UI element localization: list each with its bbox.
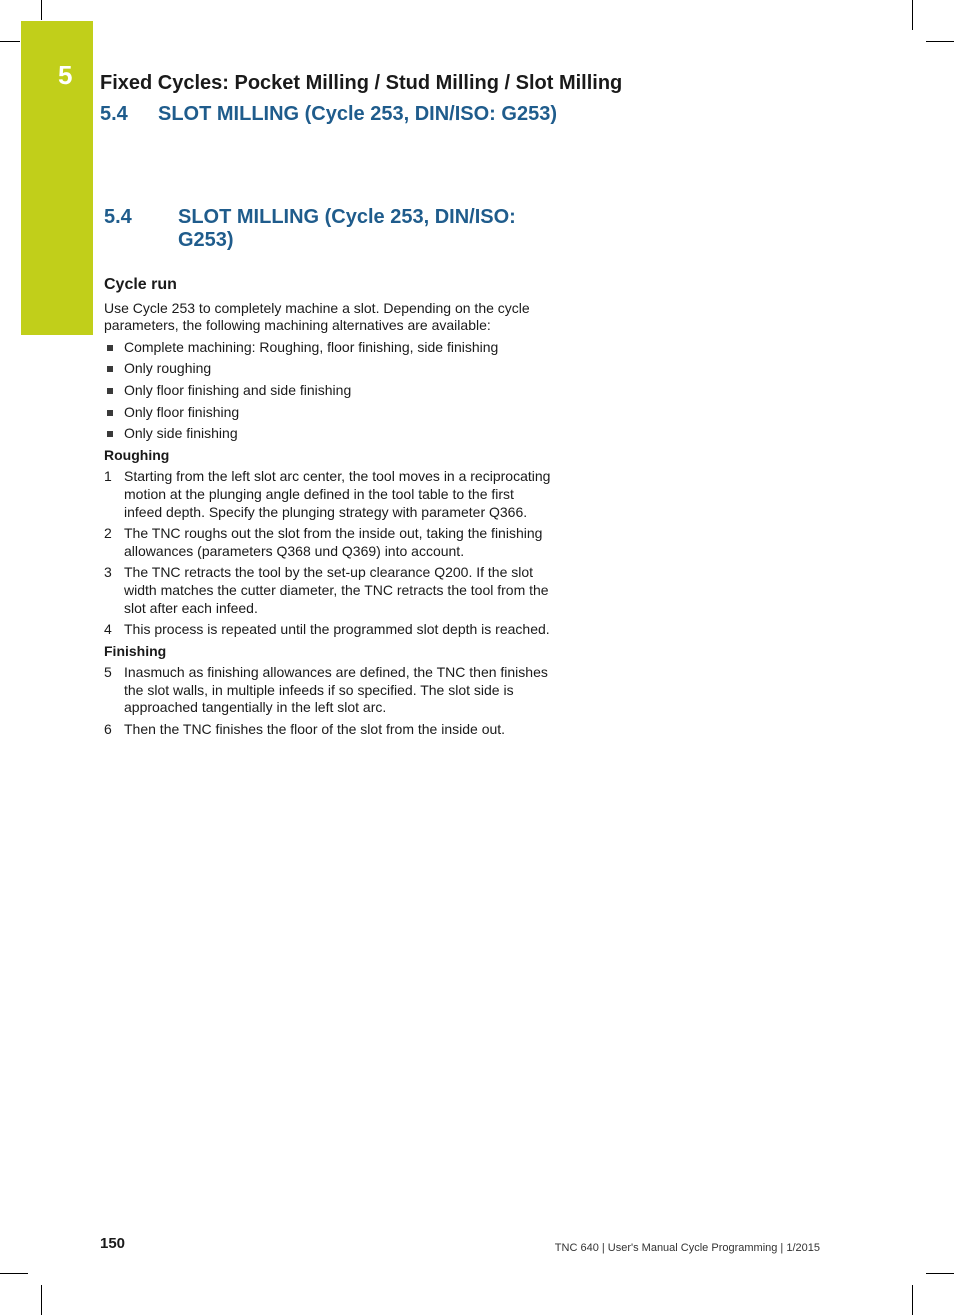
crop-mark [912,1285,913,1315]
crop-mark [0,41,20,42]
list-item-text: Only floor finishing [124,403,240,420]
running-header-section-title: SLOT MILLING (Cycle 253, DIN/ISO: G253) [158,103,557,125]
step-text: The TNC roughs out the slot from the inside out, taking the finishing allowances (parameters Q368 und Q369) into account. [124,525,543,559]
running-header-section-number: 5.4 [100,103,128,125]
list-item-text: Complete machining: Roughing, floor finishing, side finishing [124,338,499,355]
step-item [104,468,554,521]
step-item [104,621,554,639]
chapter-tab [21,21,93,335]
crop-mark [926,1273,954,1274]
step-item [104,525,554,560]
step-text: Then the TNC finishes the floor of the slot from the inside out. [124,721,506,738]
alternatives-list [104,339,554,443]
cycle-run-intro: Use Cycle 253 to completely machine a slot. Depending on the cycle parameters, the following machining alternatives are available: [104,299,530,334]
step-text: Inasmuch as finishing allowances are defined, the TNC then finishes the slot walls, in multiple infeeds if so specified. The slot side is approached tangentially in the left slot arc. [124,664,548,716]
roughing-steps [104,468,554,638]
step-item [104,564,554,617]
step-number: 4 [104,621,112,638]
crop-mark [41,0,42,20]
step-item [104,664,554,717]
bullet-square-icon [107,431,113,437]
bullet-square-icon [107,410,113,416]
step-item [104,721,554,739]
footer-info: TNC 640 | User's Manual Cycle Programming | 1/2015 [554,1242,820,1254]
bullet-square-icon [107,366,113,372]
crop-mark [912,0,913,30]
crop-mark [41,1285,42,1315]
finishing-label: Finishing [104,642,167,659]
list-item-text: Only floor finishing and side finishing [124,381,352,398]
step-text: Starting from the left slot arc center, the tool moves in a reciprocating motion at the plunging angle defined in the tool table to the first infeed depth. Specify the plunging strategy with parameter Q366. [124,468,551,520]
main-content [104,276,554,743]
step-number: 1 [104,468,112,485]
list-item [104,425,554,443]
list-item-text: Only side finishing [124,425,238,442]
bullet-square-icon [107,388,113,394]
list-item [104,382,554,400]
step-number: 5 [104,664,112,681]
running-header-section [100,103,557,126]
running-header-chapter-title: Fixed Cycles: Pocket Milling / Stud Milling / Slot Milling [100,72,623,94]
step-text: The TNC retracts the tool by the set-up clearance Q200. If the slot width matches the cutter diameter, the TNC retracts the tool from the slot after each infeed. [124,564,549,616]
page-number: 150 [100,1235,126,1252]
list-item [104,404,554,422]
step-number: 2 [104,525,112,542]
step-text: This process is repeated until the programmed slot depth is reached. [124,621,550,638]
cycle-run-heading: Cycle run [104,276,177,293]
list-item [104,360,554,378]
section-title: SLOT MILLING (Cycle 253, DIN/ISO: G253) [178,206,516,251]
chapter-tab-number: 5 [58,60,73,90]
bullet-square-icon [107,345,113,351]
finishing-steps [104,664,554,738]
crop-mark [0,1273,28,1274]
crop-mark [926,41,954,42]
roughing-label: Roughing [104,446,170,463]
step-number: 6 [104,721,112,738]
step-number: 3 [104,564,112,581]
list-item [104,339,554,357]
section-number: 5.4 [104,206,132,228]
list-item-text: Only roughing [124,360,212,377]
